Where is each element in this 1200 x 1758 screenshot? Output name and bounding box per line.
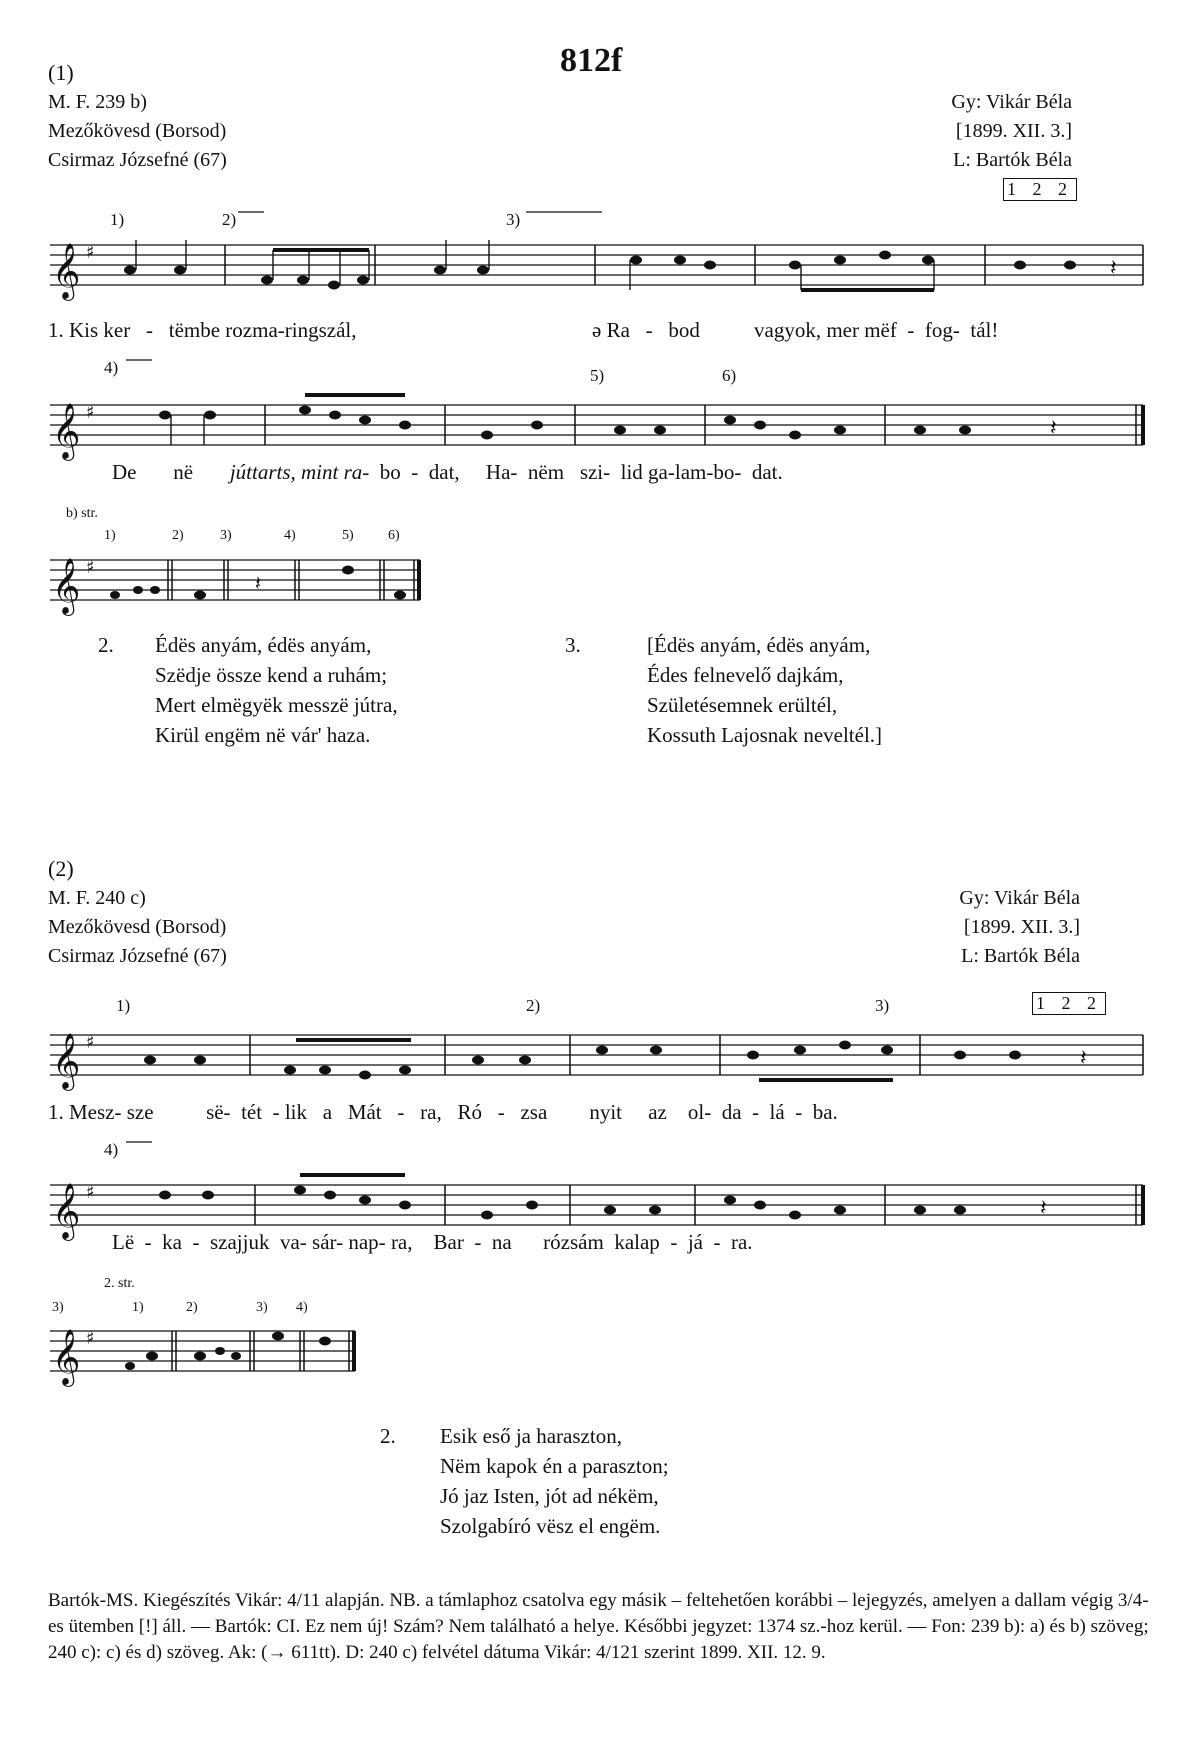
music-staff [50,1030,1150,1090]
lyric-syllable: - [146,318,153,342]
verse-number: 2. [98,633,114,657]
lyric-syllable: - [670,1230,678,1254]
svg-text:♯: ♯ [86,402,95,423]
lyric-syllable: nap- [348,1230,386,1254]
verse-line: Édes felnevelő dajkám, [647,663,844,687]
lyric-syllable: Ró [457,1100,482,1124]
variant-mark: 2) [172,528,184,543]
lyric-syllable: na [491,1230,512,1254]
svg-text:𝄞: 𝄞 [52,1329,81,1385]
lyric-syllable: ol- [687,1100,712,1124]
source-place: Mezőkövesd (Borsod) [48,120,227,142]
verse-line: [Édës anyám, édës anyám, [647,633,871,657]
svg-text:𝄽: 𝄽 [255,571,262,595]
lyric-syllable: - [272,1100,280,1124]
variant-label: b) str. [66,506,98,521]
variant-staff [50,555,430,615]
source-code: M. F. 240 c) [48,887,146,909]
footnote: Bartók-MS. Kiegészítés Vikár: 4/11 alapján. NB. a támlaphoz csatolva egy másik – feltehetően korábbi – lejegyzés, amelyen a dallam végig 3/4-es ütemben [!] áll. — Bartók: CI. Ez nem új! Szám? Nem található a helye. Későbbi jegyzet: 1374 sz.-hoz kerül. — Fon: 239 b): a) és b) szöveg; 240 c): c) és d) szöveg. Ak: (→ 611tt). D: 240 c) felvétel dátuma Vikár: 4/121 szerint 1899. XII. 12. 9. [48,1590,1149,1663]
variant-mark: 1) [132,1300,144,1315]
lyric-syllable: - [397,1100,405,1124]
verse-line: Szolgabíró vësz el engëm. [440,1514,661,1538]
verse-line: Születésemnek erültél, [647,693,838,717]
lyric-line [48,1100,838,1125]
lyric-syllable: nyit [589,1100,622,1124]
lyric-syllable: nëm [527,460,565,484]
variant-mark: 3) [506,210,521,229]
svg-text:♯: ♯ [86,1032,95,1053]
svg-text:𝄞: 𝄞 [52,558,81,614]
variant-mark: 2) [186,1300,198,1315]
lyric-syllable: rózsám [543,1230,604,1254]
svg-text:𝄞: 𝄞 [52,1033,81,1089]
svg-text:𝄽: 𝄽 [1080,1046,1087,1071]
lyric-syllable: - [474,1230,482,1254]
lyric-syllable: az [648,1100,667,1124]
page-title: 812f [560,42,623,79]
lyric-syllable: Ha- [485,460,518,484]
verse-line: Mert elmëgyëk messzë jútra, [155,693,398,717]
lyric-syllable: Bar [433,1230,464,1254]
lyric-syllable: szi- [579,460,611,484]
variant-mark: 6) [722,366,737,385]
svg-text:𝄞: 𝄞 [52,403,81,459]
verse-line: Szëdje össze kend a ruhám; [155,663,388,687]
source-singer: Csirmaz Józsefné (67) [48,945,227,967]
verse-line: Jó jaz Isten, jót ad nékëm, [440,1484,659,1508]
verse-line: Kossuth Lajosnak neveltél.] [647,723,883,747]
variant-mark: 3) [220,528,232,543]
lyric-syllable: - [752,1100,760,1124]
verse-line: Nëm kapok én a paraszton; [440,1454,669,1478]
collection-date: [1899. XII. 3.] [955,120,1072,142]
lyric-syllable: - [144,1230,152,1254]
lyric-syllable: vagyok, mer mëf [754,318,897,342]
music-staff [50,240,1150,300]
lyric-syllable: ra. [730,1230,753,1254]
lyric-syllable: szajjuk [209,1230,270,1254]
lyric-syllable: ba. [812,1100,838,1124]
variant-staff [50,1326,370,1386]
form-box: 1 2 2 [1032,992,1106,1015]
variant-mark: 4) [284,528,296,543]
svg-text:♯: ♯ [86,557,95,578]
lyric-syllable: - [795,1100,803,1124]
lyric-line [754,318,998,343]
variant-mark: 3) [52,1300,64,1315]
lyric-syllable: Lë [112,1230,135,1254]
lyric-syllable: lid ga-lam-bo- [620,460,742,484]
lyric-syllable: tál! [970,318,999,342]
lyric-syllable: va- [279,1230,307,1254]
lyric-syllable: a [322,1100,333,1124]
source-singer: Csirmaz Józsefné (67) [48,149,227,171]
sharp-icon: ♯ [86,242,95,263]
lyric-syllable: ə Ra [592,318,630,342]
svg-text:𝄽: 𝄽 [1040,1196,1047,1221]
variant-mark: 2) [222,210,237,229]
verse-text [440,1421,669,1541]
lyric-syllable: 1. Mesz- [48,1100,122,1124]
lyric-line [48,318,357,343]
source-place: Mezőkövesd (Borsod) [48,916,227,938]
section-number: (2) [48,856,74,881]
lyric-syllable: lá [769,1100,785,1124]
variant-overline [238,210,268,214]
lyric-syllable: - [645,318,653,342]
verse-line: Esik eső ja haraszton, [440,1424,622,1448]
variant-mark: 3) [256,1300,268,1315]
svg-text:♯: ♯ [86,1182,95,1203]
verse-text [647,630,882,750]
lyric-syllable: dat. [751,460,783,484]
variant-overline [126,1140,156,1144]
lyric-syllable: së- [206,1100,231,1124]
lyric-syllable: ra, [420,1100,442,1124]
lyric-syllable: - [192,1230,200,1254]
lyric-syllable: Mát [347,1100,382,1124]
lyric-syllable: tét [241,1100,263,1124]
variant-overline [526,210,606,214]
lyric-syllable: - [411,460,419,484]
variant-mark: 4) [104,358,119,377]
svg-text:𝄽: 𝄽 [1050,416,1057,441]
lyric-syllable: bod [668,318,700,342]
variant-mark: 1) [116,996,131,1015]
lyric-syllable: da [721,1100,742,1124]
source-info [48,88,227,175]
collector-info [951,88,1072,175]
collector-info [959,884,1080,971]
section-number: (1) [48,60,74,85]
svg-text:𝄞: 𝄞 [52,1183,81,1239]
lyric-syllable: bo [379,460,401,484]
svg-text:♯: ♯ [86,1328,95,1349]
verse-text [155,630,398,750]
lyric-syllable: fog- [924,318,960,342]
transcriber: L: Bartók Béla [961,945,1080,967]
source-code: M. F. 239 b) [48,91,147,113]
variant-mark: 5) [342,528,354,543]
lyric-syllable: - [907,318,915,342]
lyric-syllable: sze [126,1100,154,1124]
lyric-syllable: 1. Kis ker [48,318,131,342]
variant-mark: 6) [388,528,400,543]
lyric-syllable: De [112,460,137,484]
music-staff [50,400,1150,460]
svg-text:𝄽: 𝄽 [1110,256,1117,281]
lyric-syllable: dat, [428,460,460,484]
lyric-syllable: - [713,1230,721,1254]
lyric-syllable: ra, [390,1230,413,1254]
lyric-syllable: ka [162,1230,182,1254]
lyric-syllable: sár- [312,1230,344,1254]
lyric-line [592,318,700,343]
treble-clef-icon: 𝄞 [52,243,81,299]
lyric-syllable: tëmbe rozma-ringszál, [168,318,357,342]
verse-number: 3. [565,633,581,657]
staff-lines [50,245,1143,285]
source-info [48,884,227,971]
variant-mark: 5) [590,366,605,385]
collector: Gy: Vikár Béla [951,91,1072,113]
form-box: 1 2 2 [1003,178,1077,201]
collector: Gy: Vikár Béla [959,887,1080,909]
lyric-syllable: - [497,1100,505,1124]
lyric-syllable: zsa [520,1100,548,1124]
variant-mark: 1) [110,210,125,229]
variant-mark: 4) [296,1300,308,1315]
lyric-syllable: në [173,460,194,484]
lyric-syllable: já [687,1230,703,1254]
lyric-line [112,1230,753,1255]
lyric-syllable: lik [284,1100,307,1124]
collection-date: [1899. XII. 3.] [963,916,1080,938]
verse-number: 2. [380,1424,396,1448]
verse-line: Édës anyám, édës anyám, [155,633,372,657]
verse-line: Kirül engëm në vár' haza. [155,723,371,747]
variant-mark: 1) [104,528,116,543]
variant-mark: 3) [875,996,890,1015]
lyric-syllable: júttarts, mint ra- [229,460,370,484]
variant-mark: 2) [526,996,541,1015]
lyric-line [112,460,783,485]
variant-overline [126,358,156,362]
transcriber: L: Bartók Béla [953,149,1072,171]
variant-label: 2. str. [104,1276,135,1291]
lyric-syllable: kalap [614,1230,660,1254]
variant-mark: 4) [104,1140,119,1159]
